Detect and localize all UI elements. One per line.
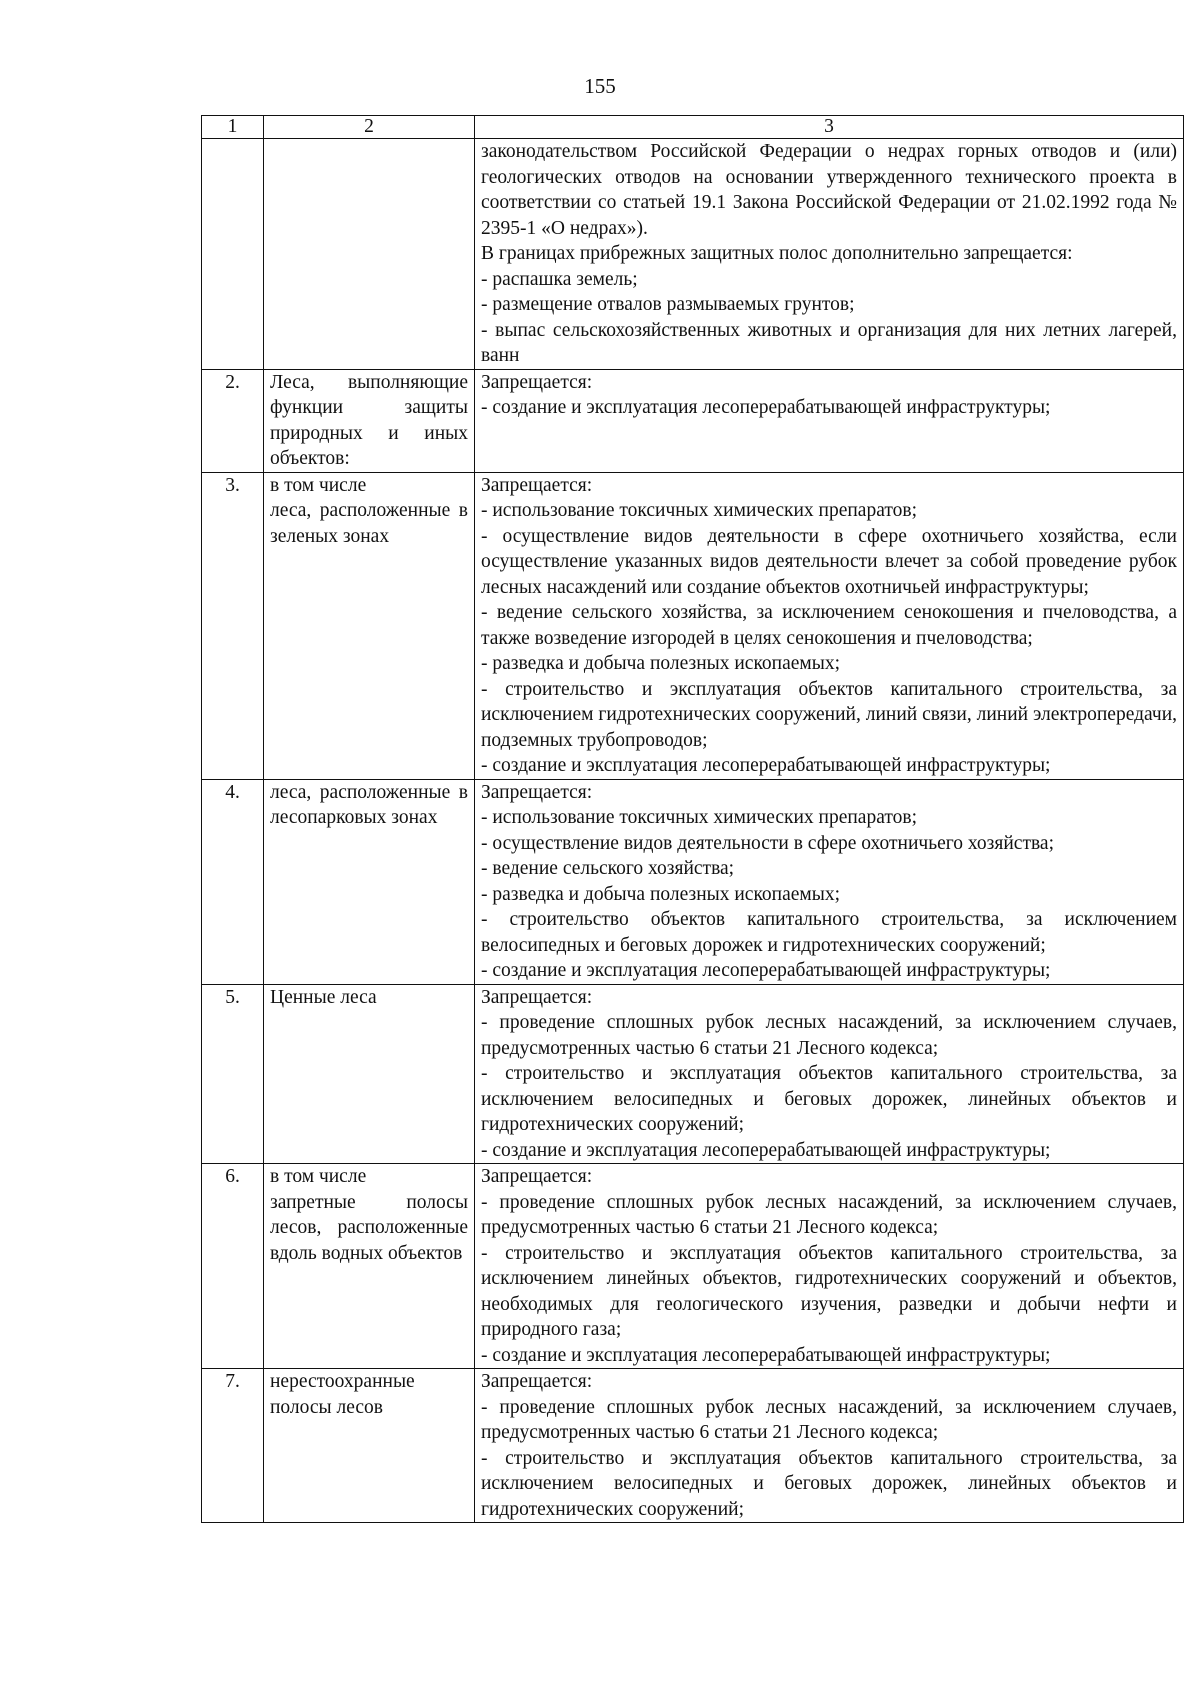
- table-row: [202, 984, 1184, 1164]
- row-category: [264, 1369, 475, 1523]
- restriction-line: - использование токсичных химических препаратов;: [481, 500, 917, 521]
- restriction-line: Запрещается:: [481, 986, 593, 1008]
- table-row: [202, 472, 1184, 779]
- restriction-line: - создание и эксплуатация лесоперерабатывающей инфраструктуры;: [481, 960, 1051, 981]
- restriction-line: - строительство и эксплуатация объектов капитального строительства, за исключением линейных объектов, гидротехнических сооружений и объектов, необходимых для геологического изучения, разведки и добычи нефти и природного газа;: [481, 1242, 1177, 1340]
- row-number: 7.: [202, 1369, 264, 1523]
- restriction-line: - строительство и эксплуатация объектов капитального строительства, за исключением велосипедных и беговых дорожек, линейных объектов и гидротехнических сооружений;: [481, 1063, 1177, 1135]
- restriction-line: - создание и эксплуатация лесоперерабатывающей инфраструктуры;: [481, 1139, 1051, 1161]
- row-number: 4.: [202, 779, 264, 984]
- category-line: леса, расположенные в лесопарковых зонах: [270, 781, 468, 828]
- restriction-line: - проведение сплошных рубок лесных насаждений, за исключением случаев, предусмотренных частью 6 статьи 21 Лесного кодекса;: [481, 1396, 1177, 1443]
- category-line: Леса, выполняющие функции защиты природных и иных объектов:: [270, 371, 468, 469]
- row-category: [264, 1164, 475, 1369]
- category-line: леса, расположенные в зеленых зонах: [270, 500, 468, 547]
- category-line: в том числе: [270, 1166, 367, 1187]
- restriction-line: - разведка и добыча полезных ископаемых;: [481, 883, 841, 905]
- table-row: [202, 779, 1184, 984]
- row-restrictions: [475, 779, 1184, 984]
- restriction-line: Запрещается:: [481, 371, 593, 393]
- table-header-row: [202, 116, 1184, 139]
- restriction-line: - ведение сельского хозяйства;: [481, 858, 735, 879]
- column-header-restrictions: 3: [475, 116, 1184, 139]
- restriction-line: - проведение сплошных рубок лесных насаждений, за исключением случаев, предусмотренных частью 6 статьи 21 Лесного кодекса;: [481, 1012, 1177, 1059]
- restriction-line: Запрещается:: [481, 1166, 593, 1187]
- table-row: [202, 1164, 1184, 1369]
- column-header-category: 2: [264, 116, 475, 139]
- row-number: 5.: [202, 984, 264, 1164]
- restriction-line: - осуществление видов деятельности в сфере охотничьего хозяйства, если осуществление указанных видов деятельности влечет за собой проведение рубок лесных насаждений или создание объектов охотничьей инфраструктуры;: [481, 525, 1177, 598]
- restriction-line: Запрещается:: [481, 1371, 593, 1392]
- row-restrictions: [475, 984, 1184, 1164]
- table-row: [202, 369, 1184, 472]
- row-restrictions: [475, 1164, 1184, 1369]
- category-line: нерестоохранные полосы лесов: [270, 1371, 415, 1418]
- page-number: 155: [584, 74, 616, 98]
- restriction-line: - создание и эксплуатация лесоперерабатывающей инфраструктуры;: [481, 1344, 1051, 1366]
- restriction-line: - проведение сплошных рубок лесных насаждений, за исключением случаев, предусмотренных частью 6 статьи 21 Лесного кодекса;: [481, 1191, 1177, 1238]
- restriction-line: Запрещается:: [481, 474, 593, 496]
- restriction-line: - размещение отвалов размываемых грунтов;: [481, 294, 855, 315]
- row-category: [264, 472, 475, 779]
- restriction-line: - строительство и эксплуатация объектов капитального строительства, за исключением гидротехнических сооружений, линий связи, линий электропередачи, подземных трубопроводов;: [481, 678, 1177, 751]
- row-number: 2.: [202, 369, 264, 472]
- restriction-line: законодательством Российской Федерации о недрах горных отводов и (или) геологических отводов на основании утвержденного технического проекта в соответствии со статьей 19.1 Закона Российской Федерации от 21.02.1992 года № 2395-1 «О недрах»).: [481, 141, 1177, 239]
- row-category: [264, 779, 475, 984]
- restriction-line: - ведение сельского хозяйства, за исключением сенокошения и пчеловодства, а также возведение изгородей в целях сенокошения и пчеловодства;: [481, 602, 1177, 649]
- restriction-line: - разведка и добыча полезных ископаемых;: [481, 653, 841, 674]
- category-line: в том числе: [270, 474, 367, 496]
- row-restrictions: [475, 139, 1184, 370]
- restriction-line: - осуществление видов деятельности в сфере охотничьего хозяйства;: [481, 832, 1054, 854]
- table-row: [202, 139, 1184, 370]
- row-restrictions: [475, 1369, 1184, 1523]
- row-restrictions: [475, 369, 1184, 472]
- restriction-line: - использование токсичных химических препаратов;: [481, 807, 917, 828]
- restriction-line: Запрещается:: [481, 781, 593, 803]
- restriction-line: - выпас сельскохозяйственных животных и организация для них летних лагерей, ванн: [481, 319, 1177, 366]
- row-category: [264, 984, 475, 1164]
- row-restrictions: [475, 472, 1184, 779]
- category-line: Ценные леса: [270, 986, 377, 1008]
- row-number: [202, 139, 264, 370]
- row-category: [264, 369, 475, 472]
- table-row: [202, 1369, 1184, 1523]
- restriction-line: - создание и эксплуатация лесоперерабатывающей инфраструктуры;: [481, 755, 1051, 776]
- restriction-line: - строительство и эксплуатация объектов капитального строительства, за исключением велосипедных и беговых дорожек, линейных объектов и гидротехнических сооружений;: [481, 1447, 1177, 1520]
- restriction-line: - создание и эксплуатация лесоперерабатывающей инфраструктуры;: [481, 397, 1051, 418]
- restriction-line: В границах прибрежных защитных полос дополнительно запрещается:: [481, 243, 1073, 264]
- column-header-number: 1: [202, 116, 264, 139]
- restriction-line: - распашка земель;: [481, 268, 638, 290]
- row-category: [264, 139, 475, 370]
- category-line: запретные полосы лесов, расположенные вдоль водных объектов: [270, 1191, 468, 1264]
- row-number: 6.: [202, 1164, 264, 1369]
- restrictions-table: [201, 115, 1184, 1523]
- row-number: 3.: [202, 472, 264, 779]
- restriction-line: - строительство объектов капитального строительства, за исключением велосипедных и беговых дорожек и гидротехнических сооружений;: [481, 909, 1177, 956]
